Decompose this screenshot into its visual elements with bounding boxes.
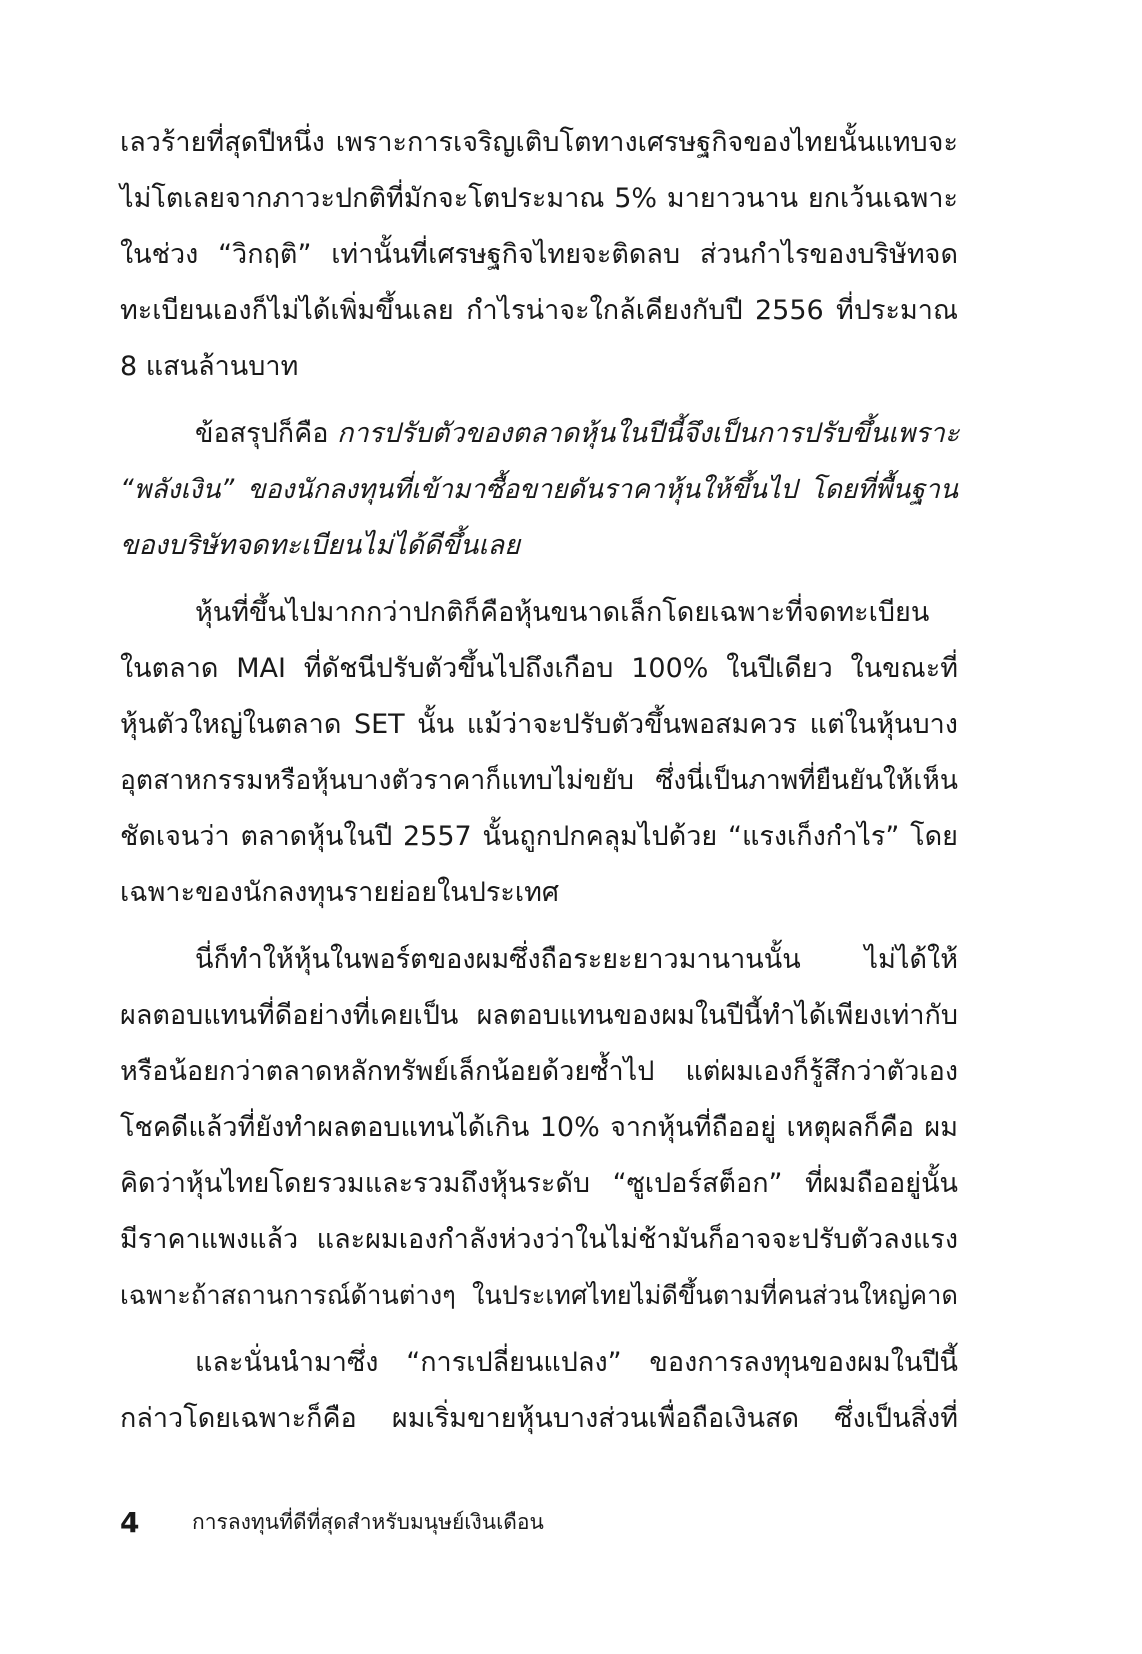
text-line: และนั่นนำมาซึ่ง “การเปลี่ยนแปลง” ของการลงทุนของผมในปีนี้ (195, 1347, 958, 1378)
text-line: ชัดเจนว่า ตลาดหุ้นในปี 2557 นั้นถูกปกคลุมไปด้วย “แรงเก็งกำไร” โดย (120, 821, 958, 852)
text-line: เลวร้ายที่สุดปีหนึ่ง เพราะการเจริญเติบโตทางเศรษฐกิจของไทยนั้นแทบจะ (120, 127, 958, 158)
page-body (120, 115, 958, 1447)
text-line: ข้อสรุปก็คือ การปรับตัวของตลาดหุ้นในปีนี้จึงเป็นการปรับขึ้นเพราะ (195, 418, 960, 449)
text-line: มีราคาแพงแล้ว และผมเองกำลังห่วงว่าในไม่ช้ามันก็อาจจะปรับตัวลงแรง (120, 1224, 958, 1255)
paragraph-4 (120, 932, 958, 1324)
text-line: เฉพาะถ้าสถานการณ์ด้านต่างๆ ในประเทศไทยไม่ดีขึ้นตามที่คนส่วนใหญ่คาด (120, 1281, 958, 1311)
text-line: ผลตอบแทนที่ดีอย่างที่เคยเป็น ผลตอบแทนของผมในปีนี้ทำได้เพียงเท่ากับ (120, 1000, 958, 1031)
text-line: กล่าวโดยเฉพาะก็คือ ผมเริ่มขายหุ้นบางส่วนเพื่อถือเงินสด ซึ่งเป็นสิ่งที่ (120, 1403, 958, 1434)
text-line: ในช่วง “วิกฤติ” เท่านั้นที่เศรษฐกิจไทยจะติดลบ ส่วนกำไรของบริษัทจด (120, 239, 958, 270)
text-line: หุ้นตัวใหญ่ในตลาด SET นั้น แม้ว่าจะปรับตัวขึ้นพอสมควร แต่ในหุ้นบาง (120, 709, 958, 740)
text-line: อุตสาหกรรมหรือหุ้นบางตัวราคาก็แทบไม่ขยับ ซึ่งนี่เป็นภาพที่ยืนยันให้เห็น (120, 765, 958, 796)
text-line-italic: “พลังเงิน” ของนักลงทุนที่เข้ามาซื้อขายดันราคาหุ้นให้ขึ้นไป โดยที่พื้นฐาน (120, 474, 958, 505)
text-line: หรือน้อยกว่าตลาดหลักทรัพย์เล็กน้อยด้วยซ้ำไป แต่ผมเองก็รู้สึกว่าตัวเอง (120, 1056, 958, 1087)
text-line: นี่ก็ทำให้หุ้นในพอร์ตของผมซึ่งถือระยะยาวมานานนั้น ไม่ได้ให้ (195, 944, 958, 975)
running-title: การลงทุนที่ดีที่สุดสำหรับมนุษย์เงินเดือน (192, 1509, 544, 1534)
text-line: เฉพาะของนักลงทุนรายย่อยในประเทศ (120, 877, 560, 908)
text-line: ในตลาด MAI ที่ดัชนีปรับตัวขึ้นไปถึงเกือบ 100% ในปีเดียว ในขณะที่ (120, 653, 958, 684)
page-footer (120, 1502, 544, 1542)
paragraph-1 (120, 115, 958, 395)
paragraph-5 (120, 1335, 958, 1447)
text-line: ทะเบียนเองก็ไม่ได้เพิ่มขึ้นเลย กำไรน่าจะใกล้เคียงกับปี 2556 ที่ประมาณ (120, 295, 958, 326)
paragraph-3 (120, 585, 958, 921)
text-line: ไม่โตเลยจากภาวะปกติที่มักจะโตประมาณ 5% มายาวนาน ยกเว้นเฉพาะ (120, 183, 958, 214)
emphasis-text: การปรับตัวของตลาดหุ้นในปีนี้จึงเป็นการปรับขึ้นเพราะ (337, 418, 960, 449)
text-line: โชคดีแล้วที่ยังทำผลตอบแทนได้เกิน 10% จากหุ้นที่ถืออยู่ เหตุผลก็คือ ผม (120, 1112, 958, 1143)
paragraph-2-conclusion (120, 406, 958, 574)
page-number: 4 (120, 1505, 140, 1539)
text-line: คิดว่าหุ้นไทยโดยรวมและรวมถึงหุ้นระดับ “ซูเปอร์สต็อก” ที่ผมถืออยู่นั้น (120, 1168, 958, 1199)
text-line-italic: ของบริษัทจดทะเบียนไม่ได้ดีขึ้นเลย (120, 530, 520, 561)
text-line: หุ้นที่ขึ้นไปมากกว่าปกติก็คือหุ้นขนาดเล็กโดยเฉพาะที่จดทะเบียน (195, 597, 930, 628)
text-line: 8 แสนล้านบาท (120, 351, 299, 382)
